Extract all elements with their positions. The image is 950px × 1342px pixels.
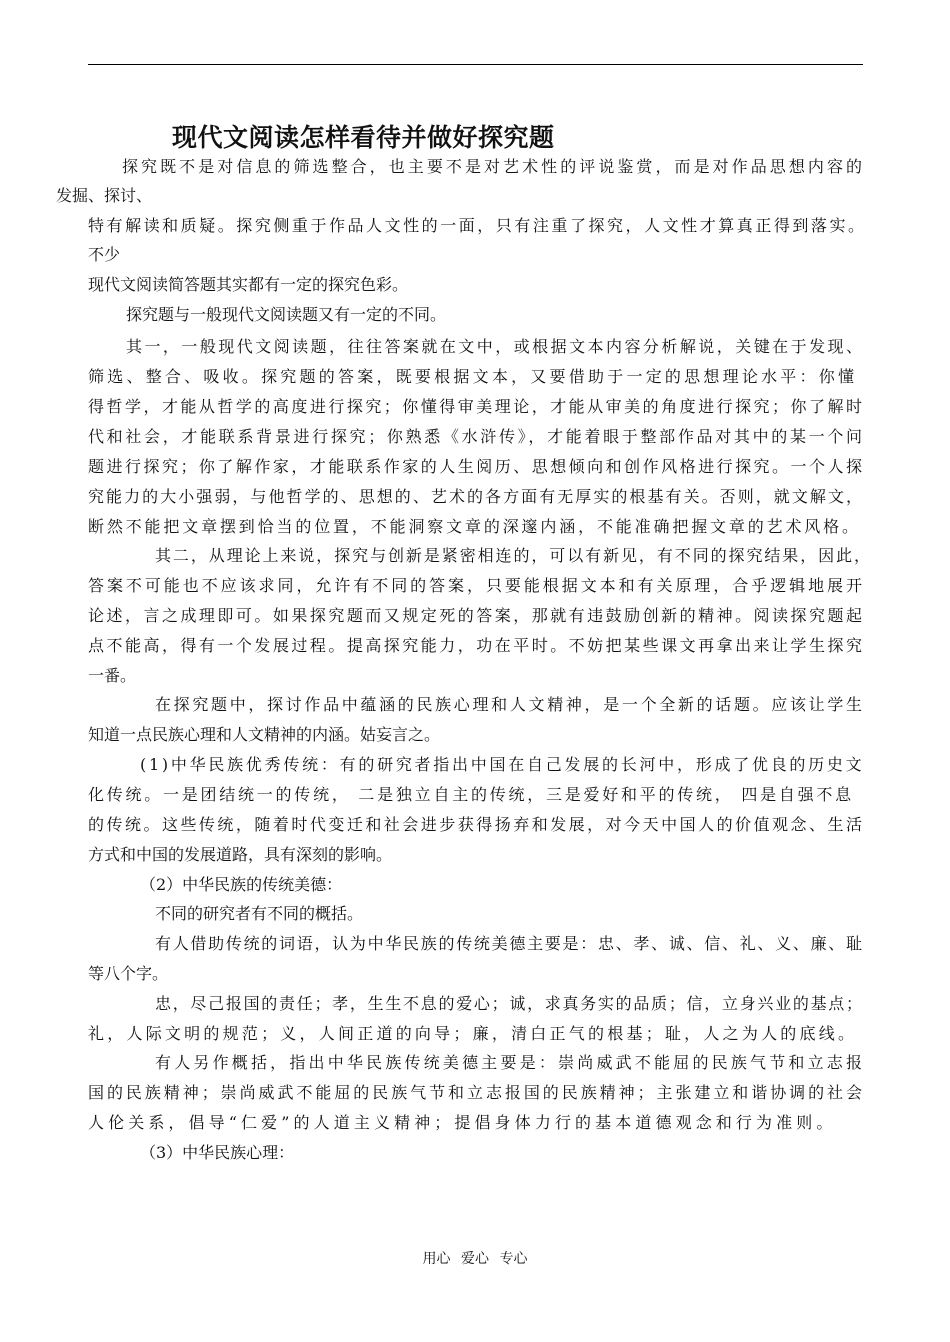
text-line: 方式和中国的发展道路，具有深刻的影响。 [88, 845, 393, 864]
header-rule [88, 64, 863, 65]
text-line: 答案不可能也不应该求同，允许有不同的答案，只要能根据文本和有关原理，合乎逻辑地展开 [88, 576, 865, 595]
text-line: 礼，人际文明的规范；义，人间正道的向导；廉，清白正气的根基；耻，人之为人的底线。 [88, 1024, 858, 1043]
text-line: (1)中华民族优秀传统：有的研究者指出中国在自己发展的长河中，形成了优良的历史文 [140, 755, 865, 774]
text-line: 等八个字。 [88, 964, 169, 983]
text-line: 在探究题中，探讨作品中蕴涵的民族心理和人文精神，是一个全新的话题。应该让学生 [155, 695, 865, 714]
text-line: 有人借助传统的词语，认为中华民族的传统美德主要是：忠、孝、诚、信、礼、义、廉、耻 [155, 934, 864, 953]
text-line: 断然不能把文章摆到恰当的位置，不能洞察文章的深邃内涵，不能准确把握文章的艺术风格。 [88, 517, 861, 536]
page-footer: 用心 爱心 专心 [422, 1251, 528, 1267]
text-line: 不同的研究者有不同的概括。 [155, 904, 364, 923]
text-line: 现代文阅读简答题其实都有一定的探究色彩。 [88, 275, 409, 294]
text-line: 其一，一般现代文阅读题，往往答案就在文中，或根据文本内容分析解说，关键在于发现、 [126, 337, 865, 356]
text-line: 发掘、探讨、 [56, 186, 153, 205]
text-line: 化传统。一是团结统一的传统， 二是独立自主的传统，三是爱好和平的传统， 四是自强不息 [88, 785, 854, 804]
page-title: 现代文阅读怎样看待并做好探究题 [172, 123, 555, 152]
text-line: 探究题与一般现代文阅读题又有一定的不同。 [126, 305, 447, 324]
text-line: 其二，从理论上来说，探究与创新是紧密相连的，可以有新见，有不同的探究结果，因此， [155, 546, 872, 565]
text-line: 探究既不是对信息的筛选整合，也主要不是对艺术性的评说鉴赏，而是对作品思想内容的 [122, 157, 866, 176]
text-line: 国的民族精神；崇尚威武不能屈的民族气节和立志报国的民族精神；主张建立和谐协调的社会 [88, 1083, 865, 1102]
text-line: 忠，尽己报国的责任；孝，生生不息的爱心；诚，求真务实的品质；信，立身兴业的基点； [155, 994, 864, 1013]
text-line: 筛选、整合、吸收。探究题的答案，既要根据文本，又要借助于一定的思想理论水平：你懂 [88, 367, 858, 386]
text-line: 特有解读和质疑。探究侧重于作品人文性的一面，只有注重了探究，人文性才算真正得到落实。 [88, 216, 867, 235]
text-line: （3）中华民族心理： [140, 1143, 295, 1162]
text-line: （2）中华民族的传统美德： [140, 875, 343, 894]
text-line: 究能力的大小强弱，与他哲学的、思想的、艺术的各方面有无厚实的根基有关。否则，就文解文， [88, 487, 865, 506]
text-line: 不少 [88, 245, 121, 264]
text-line: 有人另作概括，指出中华民族传统美德主要是：崇尚威武不能屈的民族气节和立志报 [155, 1053, 866, 1072]
text-line: 题进行探究；你了解作家，才能联系作家的人生阅历、思想倾向和创作风格进行探究。一个人探 [88, 457, 865, 476]
text-line: 知道一点民族心理和人文精神的内涵。姑妄言之。 [88, 725, 441, 744]
text-line: 一番。 [88, 666, 137, 685]
text-line: 代和社会，才能联系背景进行探究；你熟悉《水浒传》，才能着眼于整部作品对其中的某一个问 [88, 427, 865, 446]
text-line: 人伦关系，倡导“仁爱”的人道主义精神；提倡身体力行的基本道德观念和行为准则。 [88, 1113, 837, 1132]
text-line: 的传统。这些传统，随着时代变迁和社会进步获得扬弃和发展，对今天中国人的价值观念、生活 [88, 815, 865, 834]
text-line: 得哲学，才能从哲学的高度进行探究；你懂得审美理论，才能从审美的角度进行探究；你了解时 [88, 397, 865, 416]
text-line: 论述，言之成理即可。如果探究题而又规定死的答案，那就有违鼓励创新的精神。阅读探究题起 [88, 606, 865, 625]
text-line: 点不能高，得有一个发展过程。提高探究能力，功在平时。不妨把某些课文再拿出来让学生探究 [88, 636, 865, 655]
